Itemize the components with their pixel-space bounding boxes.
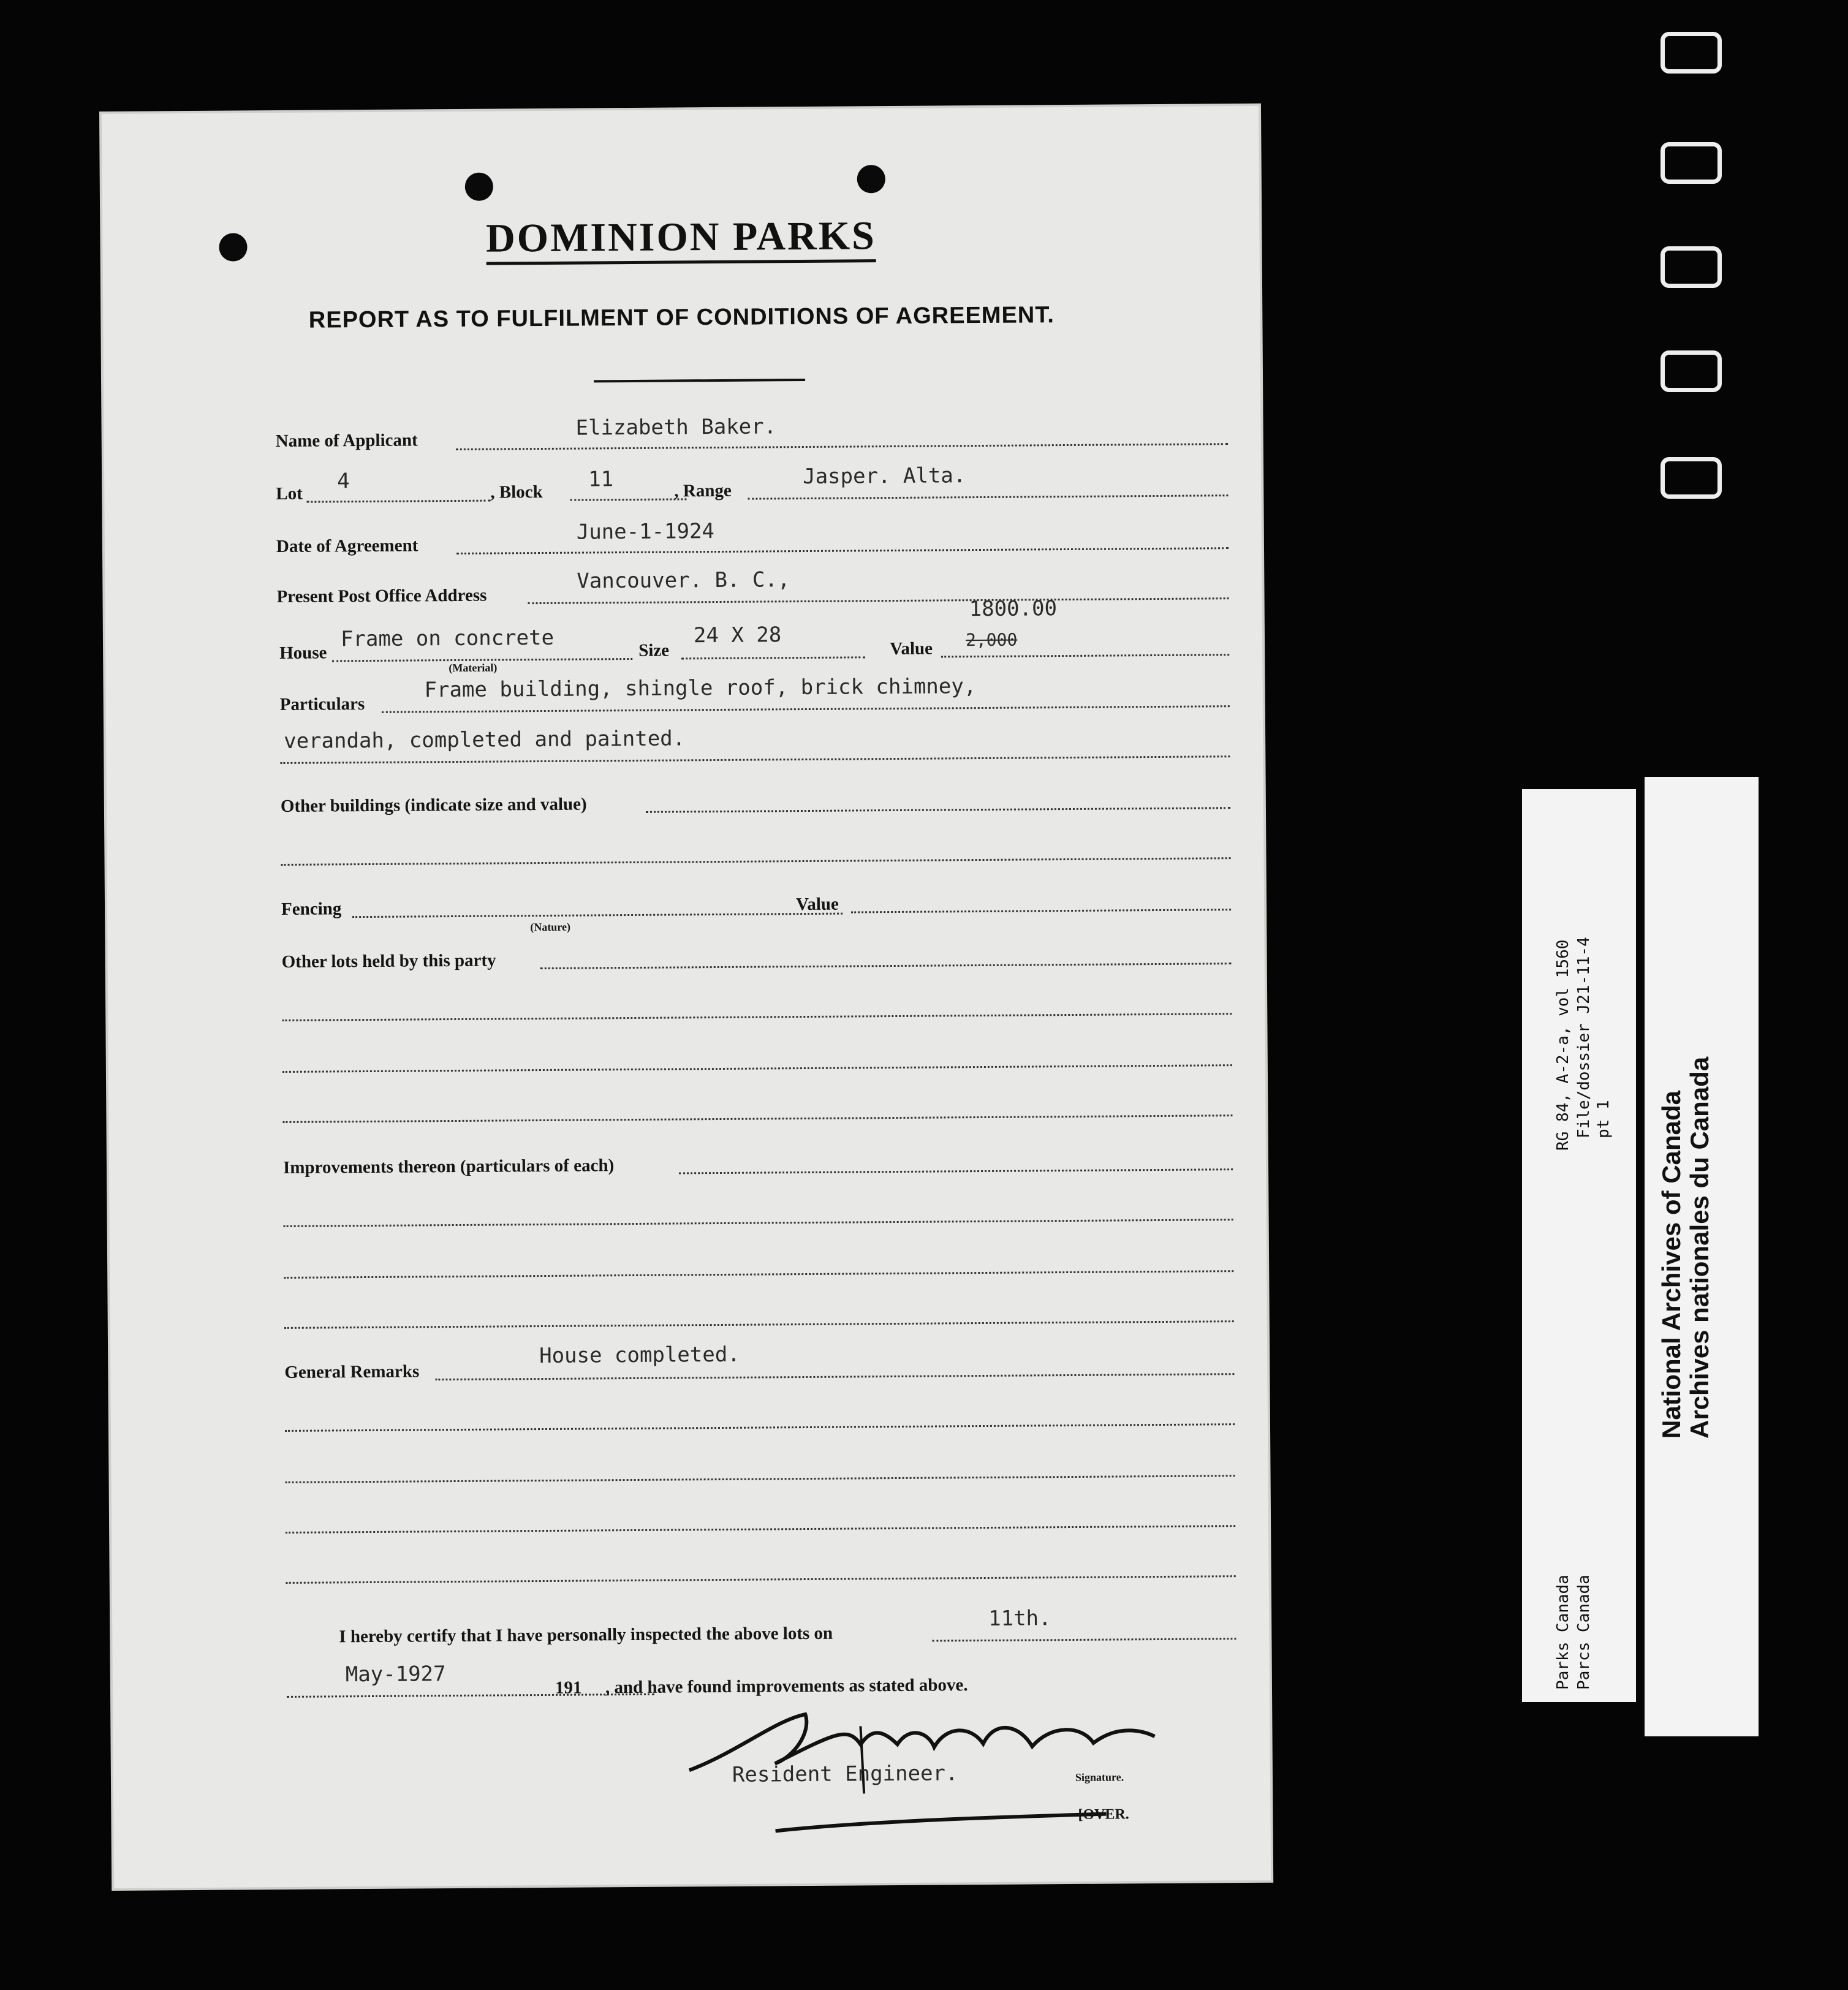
line-date bbox=[456, 547, 1229, 554]
archive-reference-2: File/dossier J21-11-4 bbox=[1575, 937, 1593, 1138]
report-form-page bbox=[102, 106, 1271, 1888]
label-name-of-applicant: Name of Applicant bbox=[275, 430, 418, 452]
label-particulars: Particulars bbox=[279, 694, 365, 714]
line-size bbox=[681, 656, 865, 659]
line-other-lots-4 bbox=[282, 1114, 1232, 1123]
line-value bbox=[941, 654, 1229, 657]
film-digit bbox=[1661, 246, 1722, 288]
label-found: , and have found improvements as stated above. bbox=[605, 1675, 968, 1698]
label-improvements: Improvements thereon (particulars of each) bbox=[282, 1156, 615, 1178]
line-remarks-4 bbox=[286, 1525, 1235, 1534]
label-post-office: Present Post Office Address bbox=[276, 585, 487, 607]
line-improvements-1 bbox=[679, 1168, 1233, 1174]
label-house: House bbox=[279, 643, 327, 663]
value-signer-title: Resident Engineer. bbox=[732, 1761, 958, 1787]
line-particulars-1 bbox=[382, 705, 1230, 713]
title-rule bbox=[594, 379, 805, 382]
punch-hole bbox=[857, 165, 885, 193]
form-title: DOMINION PARKS bbox=[102, 210, 1259, 265]
archive-label-reference bbox=[1522, 789, 1636, 1702]
line-remarks-1 bbox=[435, 1373, 1234, 1380]
value-inspected-month-year: May-1927 bbox=[345, 1662, 446, 1687]
value-inspected-day: 11th. bbox=[988, 1606, 1051, 1631]
punch-hole bbox=[465, 173, 493, 201]
label-over: [OVER. bbox=[1078, 1806, 1129, 1823]
line-range bbox=[748, 494, 1228, 499]
value-particulars-line1: Frame building, shingle roof, brick chimney, bbox=[424, 674, 977, 703]
value-house-value-struck: 2,000 bbox=[965, 629, 1018, 651]
value-house-material: Frame on concrete bbox=[340, 625, 555, 652]
label-fencing: Fencing bbox=[281, 899, 342, 919]
line-other-lots-1 bbox=[540, 963, 1232, 969]
line-block bbox=[570, 498, 686, 501]
label-general-remarks: General Remarks bbox=[284, 1361, 420, 1382]
archive-dept-en: Parks Canada bbox=[1554, 1575, 1572, 1690]
value-particulars-line2: verandah, completed and painted. bbox=[284, 726, 686, 754]
archives-name-en: National Archives of Canada bbox=[1657, 1091, 1686, 1439]
label-year-prefix: 191 bbox=[555, 1678, 582, 1698]
value-lot: 4 bbox=[337, 469, 350, 494]
label-size: Size bbox=[638, 640, 670, 660]
line-remarks-3 bbox=[286, 1475, 1235, 1483]
line-improvements-3 bbox=[284, 1270, 1233, 1279]
value-house-value: 1800.00 bbox=[969, 596, 1058, 622]
line-post-office bbox=[528, 597, 1229, 604]
line-other-lots-2 bbox=[282, 1013, 1232, 1021]
line-other-lots-3 bbox=[282, 1064, 1232, 1073]
label-fence-value: Value bbox=[795, 894, 839, 915]
line-fencing bbox=[352, 913, 843, 918]
line-other-buildings-2 bbox=[281, 857, 1231, 866]
label-nature: (Nature) bbox=[530, 920, 571, 934]
label-date-of-agreement: Date of Agreement bbox=[276, 535, 418, 557]
value-applicant: Elizabeth Baker. bbox=[575, 414, 777, 441]
line-remarks-5 bbox=[286, 1575, 1236, 1584]
line-improvements-4 bbox=[284, 1320, 1234, 1329]
line-remarks-2 bbox=[285, 1423, 1235, 1432]
value-general-remarks: House completed. bbox=[539, 1342, 740, 1369]
archive-reference-3: pt 1 bbox=[1594, 1100, 1613, 1138]
film-digit bbox=[1661, 142, 1722, 184]
line-inspected-month bbox=[287, 1693, 654, 1698]
archives-name-fr: Archives nationales du Canada bbox=[1685, 1056, 1714, 1439]
archive-dept-fr: Parcs Canada bbox=[1575, 1575, 1593, 1690]
value-range: Jasper. Alta. bbox=[803, 463, 966, 490]
film-digit bbox=[1661, 350, 1722, 392]
line-improvements-2 bbox=[284, 1219, 1233, 1227]
label-lot: Lot bbox=[276, 483, 303, 504]
value-date-of-agreement: June-1-1924 bbox=[576, 519, 715, 545]
archive-reference-1: RG 84, A-2-a, vol 1560 bbox=[1554, 939, 1572, 1151]
line-applicant bbox=[456, 443, 1228, 450]
value-size: 24 X 28 bbox=[693, 622, 782, 648]
label-block: , Block bbox=[490, 482, 543, 502]
label-certify: I hereby certify that I have personally inspected the above lots on bbox=[339, 1623, 833, 1647]
line-particulars-2 bbox=[280, 755, 1230, 764]
label-other-buildings: Other buildings (indicate size and value) bbox=[280, 794, 587, 816]
archive-label-institution bbox=[1645, 777, 1759, 1736]
form-subtitle: REPORT AS TO FULFILMENT OF CONDITIONS OF AGREEMENT. bbox=[308, 302, 1055, 333]
line-inspected-day bbox=[932, 1638, 1236, 1641]
label-material: (Material) bbox=[449, 661, 498, 675]
label-value: Value bbox=[890, 638, 933, 659]
film-digit bbox=[1661, 457, 1722, 499]
value-block: 11 bbox=[588, 467, 614, 492]
value-post-office: Vancouver. B. C., bbox=[577, 567, 790, 594]
film-digit bbox=[1661, 32, 1722, 74]
label-signature: Signature. bbox=[1075, 1771, 1124, 1784]
label-range: , Range bbox=[674, 480, 732, 501]
line-fence-value bbox=[851, 909, 1231, 913]
line-other-buildings-1 bbox=[646, 807, 1230, 813]
line-lot bbox=[306, 500, 490, 503]
label-other-lots: Other lots held by this party bbox=[281, 950, 496, 972]
